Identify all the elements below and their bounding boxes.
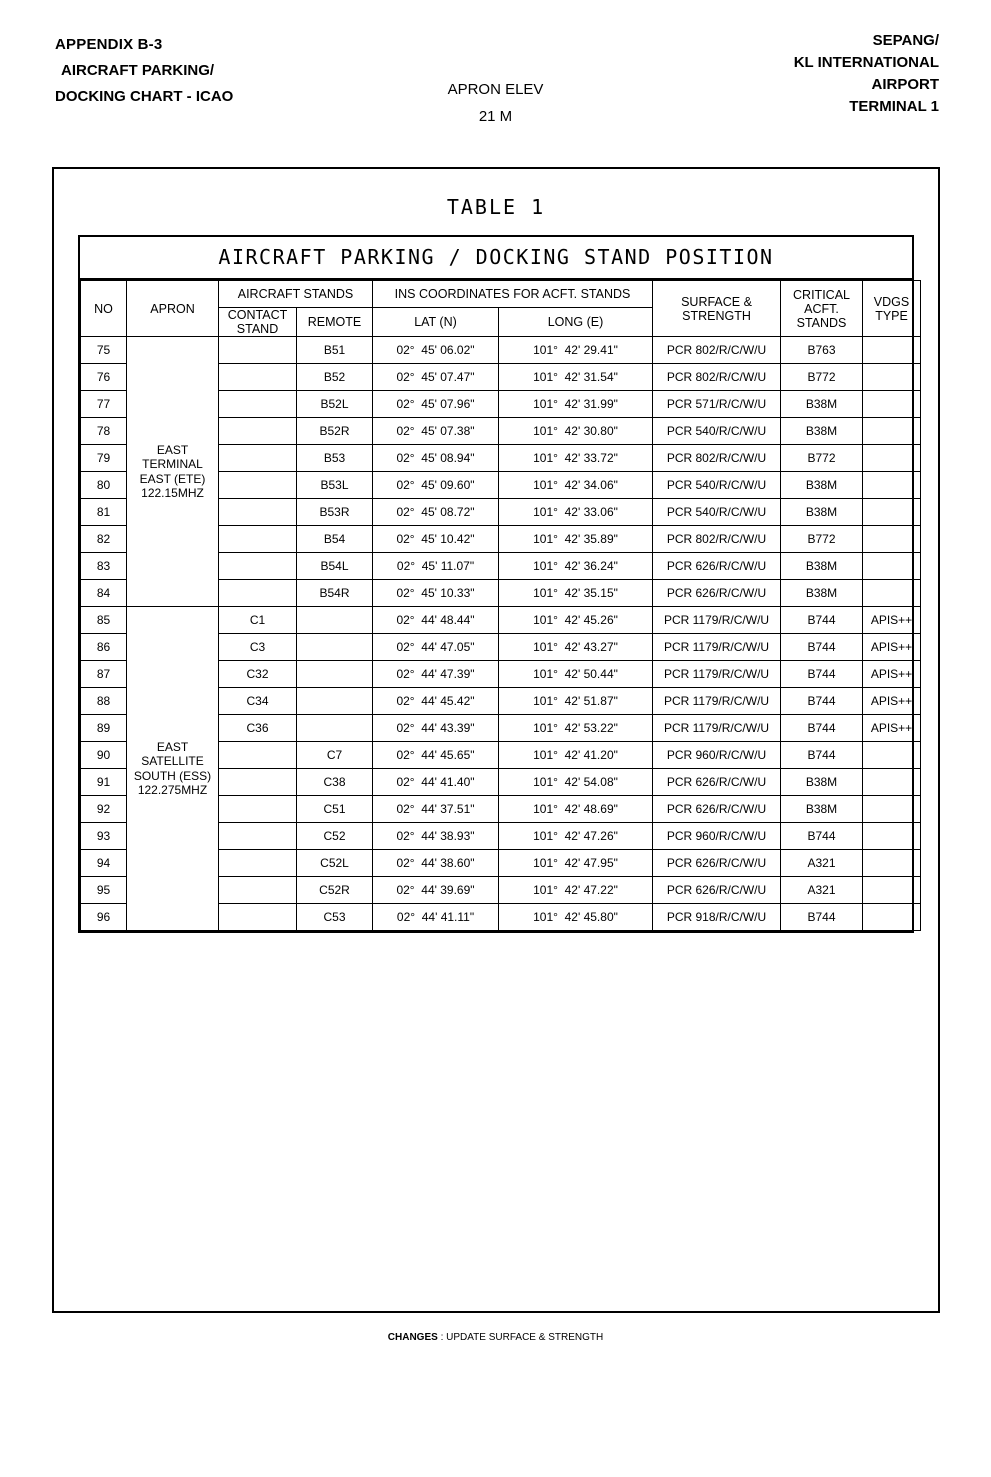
cell-contact-stand [219, 418, 297, 445]
cell-latitude [373, 796, 499, 823]
cell-contact-stand [219, 823, 297, 850]
cell-remote-stand [297, 715, 373, 742]
cell-vdgs-type [863, 337, 921, 364]
cell-remote-stand: B52R [297, 418, 373, 445]
cell-no: 88 [81, 688, 127, 715]
cell-no: 90 [81, 742, 127, 769]
cell-contact-stand [219, 391, 297, 418]
cell-latitude-value: 02° 44' 38.93" [396, 829, 475, 843]
cell-remote-stand: C52 [297, 823, 373, 850]
cell-remote-stand: B54R [297, 580, 373, 607]
cell-critical-acft: B744 [781, 823, 863, 850]
cell-latitude [373, 553, 499, 580]
cell-vdgs-type [863, 769, 921, 796]
cell-remote-stand: B51 [297, 337, 373, 364]
cell-contact-stand [219, 364, 297, 391]
airport-identification [794, 30, 939, 118]
cell-no: 76 [81, 364, 127, 391]
cell-critical-acft: B763 [781, 337, 863, 364]
cell-contact-stand [219, 580, 297, 607]
cell-no: 92 [81, 796, 127, 823]
cell-surface-strength: PCR 1179/R/C/W/U [653, 607, 781, 634]
cell-vdgs-type: APIS++ [863, 661, 921, 688]
cell-no: 89 [81, 715, 127, 742]
cell-no: 75 [81, 337, 127, 364]
cell-surface-strength: PCR 626/R/C/W/U [653, 580, 781, 607]
cell-critical-acft: B744 [781, 634, 863, 661]
cell-no: 85 [81, 607, 127, 634]
airport-line-1: SEPANG/ [872, 32, 939, 49]
cell-latitude [373, 580, 499, 607]
cell-contact-stand [219, 877, 297, 904]
cell-no: 81 [81, 499, 127, 526]
cell-contact-stand: C36 [219, 715, 297, 742]
cell-latitude [373, 688, 499, 715]
cell-longitude-value: 101° 42' 45.80" [533, 910, 618, 924]
cell-remote-stand: B54L [297, 553, 373, 580]
cell-critical-acft: B772 [781, 526, 863, 553]
cell-surface-strength: PCR 540/R/C/W/U [653, 418, 781, 445]
col-header-remote: REMOTE [297, 308, 373, 337]
table-body [81, 337, 921, 931]
cell-vdgs-type: APIS++ [863, 607, 921, 634]
cell-latitude [373, 904, 499, 931]
cell-remote-stand: B52L [297, 391, 373, 418]
cell-surface-strength: PCR 1179/R/C/W/U [653, 688, 781, 715]
table-caption: TABLE 1 [446, 195, 546, 219]
airport-line-3: AIRPORT [871, 76, 939, 93]
chart-title-line1: AIRCRAFT PARKING/ [61, 62, 215, 79]
cell-latitude-value: 02° 45' 06.02" [396, 343, 475, 357]
cell-longitude [499, 769, 653, 796]
cell-surface-strength: PCR 802/R/C/W/U [653, 445, 781, 472]
cell-longitude-value: 101° 42' 34.06" [533, 478, 618, 492]
col-header-contact-stand: CONTACT STAND [219, 308, 297, 337]
cell-vdgs-type [863, 445, 921, 472]
cell-critical-acft: B38M [781, 580, 863, 607]
cell-no: 78 [81, 418, 127, 445]
col-header-critical-acft-stands: CRITICAL ACFT. STANDS [781, 281, 863, 337]
cell-longitude-value: 101° 42' 31.54" [533, 370, 618, 384]
cell-surface-strength: PCR 626/R/C/W/U [653, 796, 781, 823]
col-header-apron: APRON [127, 281, 219, 337]
cell-remote-stand: B53L [297, 472, 373, 499]
cell-remote-stand [297, 661, 373, 688]
cell-critical-acft: B38M [781, 769, 863, 796]
cell-remote-stand: B53R [297, 499, 373, 526]
cell-critical-acft: B744 [781, 742, 863, 769]
cell-critical-acft: B38M [781, 391, 863, 418]
cell-critical-acft: B38M [781, 796, 863, 823]
cell-longitude [499, 553, 653, 580]
col-header-surface-strength: SURFACE & STRENGTH [653, 281, 781, 337]
cell-latitude [373, 823, 499, 850]
cell-no: 80 [81, 472, 127, 499]
cell-contact-stand [219, 796, 297, 823]
cell-remote-stand: B52 [297, 364, 373, 391]
cell-longitude [499, 364, 653, 391]
cell-surface-strength: PCR 802/R/C/W/U [653, 364, 781, 391]
cell-longitude-value: 101° 42' 35.15" [533, 586, 618, 600]
changes-label: CHANGES [387, 1332, 438, 1343]
cell-latitude [373, 337, 499, 364]
cell-surface-strength: PCR 626/R/C/W/U [653, 553, 781, 580]
cell-latitude [373, 769, 499, 796]
cell-no: 94 [81, 850, 127, 877]
cell-vdgs-type: APIS++ [863, 634, 921, 661]
cell-latitude [373, 418, 499, 445]
cell-contact-stand: C34 [219, 688, 297, 715]
cell-contact-stand: C32 [219, 661, 297, 688]
cell-vdgs-type [863, 877, 921, 904]
cell-latitude-value: 02° 45' 08.94" [396, 451, 475, 465]
cell-contact-stand [219, 337, 297, 364]
cell-longitude-value: 101° 42' 33.06" [533, 505, 618, 519]
col-header-ins-coordinates: INS COORDINATES FOR ACFT. STANDS [373, 281, 653, 308]
changes-note [0, 1332, 991, 1343]
cell-latitude [373, 364, 499, 391]
cell-longitude [499, 499, 653, 526]
cell-surface-strength: PCR 960/R/C/W/U [653, 742, 781, 769]
cell-vdgs-type [863, 499, 921, 526]
cell-longitude [499, 688, 653, 715]
cell-latitude-value: 02° 44' 38.60" [396, 856, 475, 870]
cell-latitude-value: 02° 45' 07.47" [396, 370, 475, 384]
cell-no: 79 [81, 445, 127, 472]
cell-vdgs-type [863, 904, 921, 931]
cell-contact-stand [219, 553, 297, 580]
apron-elev-value: 21 M [478, 108, 513, 125]
table-row [81, 607, 921, 634]
apron-elev-label: APRON ELEV [447, 81, 544, 98]
cell-remote-stand: C52R [297, 877, 373, 904]
cell-latitude [373, 715, 499, 742]
cell-latitude [373, 445, 499, 472]
cell-critical-acft: A321 [781, 850, 863, 877]
cell-latitude-value: 02° 44' 41.11" [396, 910, 475, 924]
cell-surface-strength: PCR 540/R/C/W/U [653, 472, 781, 499]
cell-contact-stand [219, 472, 297, 499]
airport-line-4: TERMINAL 1 [849, 98, 939, 115]
cell-latitude-value: 02° 45' 08.72" [396, 505, 475, 519]
cell-critical-acft: B38M [781, 418, 863, 445]
cell-critical-acft: B744 [781, 688, 863, 715]
cell-vdgs-type [863, 796, 921, 823]
cell-no: 83 [81, 553, 127, 580]
cell-vdgs-type [863, 364, 921, 391]
cell-vdgs-type [863, 850, 921, 877]
cell-longitude-value: 101° 42' 54.08" [533, 775, 618, 789]
cell-apron: EAST TERMINAL EAST (ETE) 122.15MHZ [127, 337, 219, 607]
cell-longitude-value: 101° 42' 29.41" [533, 343, 618, 357]
changes-text: : UPDATE SURFACE & STRENGTH [440, 1332, 604, 1343]
cell-surface-strength: PCR 802/R/C/W/U [653, 526, 781, 553]
cell-critical-acft: B744 [781, 715, 863, 742]
cell-no: 95 [81, 877, 127, 904]
cell-longitude [499, 796, 653, 823]
cell-contact-stand [219, 445, 297, 472]
cell-remote-stand: C53 [297, 904, 373, 931]
cell-longitude [499, 715, 653, 742]
cell-contact-stand: C1 [219, 607, 297, 634]
cell-latitude [373, 850, 499, 877]
cell-vdgs-type: APIS++ [863, 715, 921, 742]
cell-latitude-value: 02° 44' 37.51" [396, 802, 475, 816]
cell-vdgs-type [863, 823, 921, 850]
cell-remote-stand: B54 [297, 526, 373, 553]
cell-no: 96 [81, 904, 127, 931]
cell-latitude [373, 499, 499, 526]
cell-longitude-value: 101° 42' 33.72" [533, 451, 618, 465]
cell-surface-strength: PCR 626/R/C/W/U [653, 877, 781, 904]
cell-latitude-value: 02° 44' 39.69" [396, 883, 475, 897]
cell-contact-stand [219, 742, 297, 769]
cell-longitude [499, 526, 653, 553]
cell-apron: EAST SATELLITE SOUTH (ESS) 122.275MHZ [127, 607, 219, 931]
cell-longitude [499, 742, 653, 769]
cell-surface-strength: PCR 918/R/C/W/U [653, 904, 781, 931]
cell-longitude [499, 877, 653, 904]
cell-surface-strength: PCR 802/R/C/W/U [653, 337, 781, 364]
cell-no: 86 [81, 634, 127, 661]
cell-surface-strength: PCR 1179/R/C/W/U [653, 715, 781, 742]
cell-surface-strength: PCR 1179/R/C/W/U [653, 634, 781, 661]
cell-latitude [373, 526, 499, 553]
cell-longitude-value: 101° 42' 45.26" [533, 613, 618, 627]
cell-surface-strength: PCR 540/R/C/W/U [653, 499, 781, 526]
cell-critical-acft: B744 [781, 661, 863, 688]
cell-latitude-value: 02° 44' 41.40" [396, 775, 475, 789]
cell-contact-stand [219, 904, 297, 931]
cell-longitude [499, 337, 653, 364]
cell-surface-strength: PCR 1179/R/C/W/U [653, 661, 781, 688]
cell-latitude-value: 02° 45' 11.07" [396, 559, 475, 573]
cell-critical-acft: B744 [781, 607, 863, 634]
cell-vdgs-type [863, 418, 921, 445]
cell-latitude-value: 02° 44' 47.05" [396, 640, 475, 654]
cell-surface-strength: PCR 571/R/C/W/U [653, 391, 781, 418]
cell-longitude-value: 101° 42' 47.95" [533, 856, 618, 870]
appendix-label: APPENDIX B-3 [55, 36, 163, 53]
cell-critical-acft: B772 [781, 364, 863, 391]
cell-remote-stand [297, 607, 373, 634]
col-header-long: LONG (E) [499, 308, 653, 337]
cell-longitude [499, 607, 653, 634]
cell-latitude-value: 02° 45' 07.38" [396, 424, 475, 438]
cell-latitude [373, 742, 499, 769]
chart-frame [52, 167, 940, 1313]
cell-longitude [499, 580, 653, 607]
col-header-no: NO [81, 281, 127, 337]
cell-latitude-value: 02° 45' 10.33" [396, 586, 475, 600]
cell-latitude [373, 661, 499, 688]
cell-longitude-value: 101° 42' 30.80" [533, 424, 618, 438]
cell-latitude-value: 02° 45' 10.42" [396, 532, 475, 546]
cell-contact-stand: C3 [219, 634, 297, 661]
cell-longitude-value: 101° 42' 35.89" [533, 532, 618, 546]
cell-longitude-value: 101° 42' 47.26" [533, 829, 618, 843]
cell-longitude [499, 850, 653, 877]
cell-latitude [373, 391, 499, 418]
cell-no: 84 [81, 580, 127, 607]
cell-latitude-value: 02° 45' 09.60" [396, 478, 475, 492]
cell-vdgs-type [863, 553, 921, 580]
cell-longitude [499, 391, 653, 418]
cell-longitude-value: 101° 42' 48.69" [533, 802, 618, 816]
cell-vdgs-type: APIS++ [863, 688, 921, 715]
cell-longitude-value: 101° 42' 31.99" [533, 397, 618, 411]
cell-longitude-value: 101° 42' 47.22" [533, 883, 618, 897]
cell-critical-acft: B38M [781, 499, 863, 526]
cell-no: 77 [81, 391, 127, 418]
table-row [81, 337, 921, 364]
chart-title-line2: DOCKING CHART - ICAO [55, 88, 234, 105]
cell-surface-strength: PCR 960/R/C/W/U [653, 823, 781, 850]
cell-remote-stand: C51 [297, 796, 373, 823]
cell-surface-strength: PCR 626/R/C/W/U [653, 850, 781, 877]
cell-remote-stand: C38 [297, 769, 373, 796]
cell-latitude-value: 02° 44' 47.39" [396, 667, 475, 681]
stand-position-table [80, 280, 921, 931]
cell-no: 93 [81, 823, 127, 850]
cell-latitude-value: 02° 44' 48.44" [396, 613, 475, 627]
cell-no: 87 [81, 661, 127, 688]
cell-longitude-value: 101° 42' 53.22" [533, 721, 618, 735]
airport-line-2: KL INTERNATIONAL [793, 54, 939, 71]
cell-vdgs-type [863, 391, 921, 418]
cell-longitude-value: 101° 42' 51.87" [533, 694, 618, 708]
page-header [0, 0, 991, 125]
col-header-vdgs-type: VDGS TYPE [863, 281, 921, 337]
cell-longitude [499, 445, 653, 472]
table-header-row-1 [81, 281, 921, 308]
cell-surface-strength: PCR 626/R/C/W/U [653, 769, 781, 796]
cell-longitude-value: 101° 42' 36.24" [533, 559, 618, 573]
stand-position-table-container [78, 235, 914, 933]
cell-longitude-value: 101° 42' 41.20" [533, 748, 618, 762]
cell-latitude [373, 472, 499, 499]
cell-critical-acft: B38M [781, 553, 863, 580]
cell-latitude-value: 02° 45' 07.96" [396, 397, 475, 411]
cell-vdgs-type [863, 742, 921, 769]
cell-vdgs-type [863, 526, 921, 553]
cell-contact-stand [219, 526, 297, 553]
cell-latitude [373, 877, 499, 904]
table-title: AIRCRAFT PARKING / DOCKING STAND POSITION [80, 237, 912, 280]
cell-remote-stand: C52L [297, 850, 373, 877]
cell-longitude [499, 661, 653, 688]
cell-no: 91 [81, 769, 127, 796]
cell-vdgs-type [863, 472, 921, 499]
cell-longitude [499, 472, 653, 499]
cell-remote-stand [297, 688, 373, 715]
cell-remote-stand: C7 [297, 742, 373, 769]
cell-critical-acft: B38M [781, 472, 863, 499]
cell-contact-stand [219, 499, 297, 526]
cell-latitude [373, 607, 499, 634]
col-header-aircraft-stands: AIRCRAFT STANDS [219, 281, 373, 308]
cell-critical-acft: B772 [781, 445, 863, 472]
cell-vdgs-type [863, 580, 921, 607]
cell-remote-stand: B53 [297, 445, 373, 472]
cell-critical-acft: B744 [781, 904, 863, 931]
col-header-lat: LAT (N) [373, 308, 499, 337]
cell-latitude [373, 634, 499, 661]
cell-longitude [499, 634, 653, 661]
cell-remote-stand [297, 634, 373, 661]
cell-longitude [499, 418, 653, 445]
cell-latitude-value: 02° 44' 43.39" [396, 721, 475, 735]
cell-contact-stand [219, 850, 297, 877]
cell-longitude [499, 904, 653, 931]
cell-contact-stand [219, 769, 297, 796]
cell-longitude [499, 823, 653, 850]
cell-latitude-value: 02° 44' 45.65" [396, 748, 475, 762]
cell-no: 82 [81, 526, 127, 553]
cell-longitude-value: 101° 42' 50.44" [533, 667, 618, 681]
cell-longitude-value: 101° 42' 43.27" [533, 640, 618, 654]
cell-critical-acft: A321 [781, 877, 863, 904]
cell-latitude-value: 02° 44' 45.42" [396, 694, 475, 708]
